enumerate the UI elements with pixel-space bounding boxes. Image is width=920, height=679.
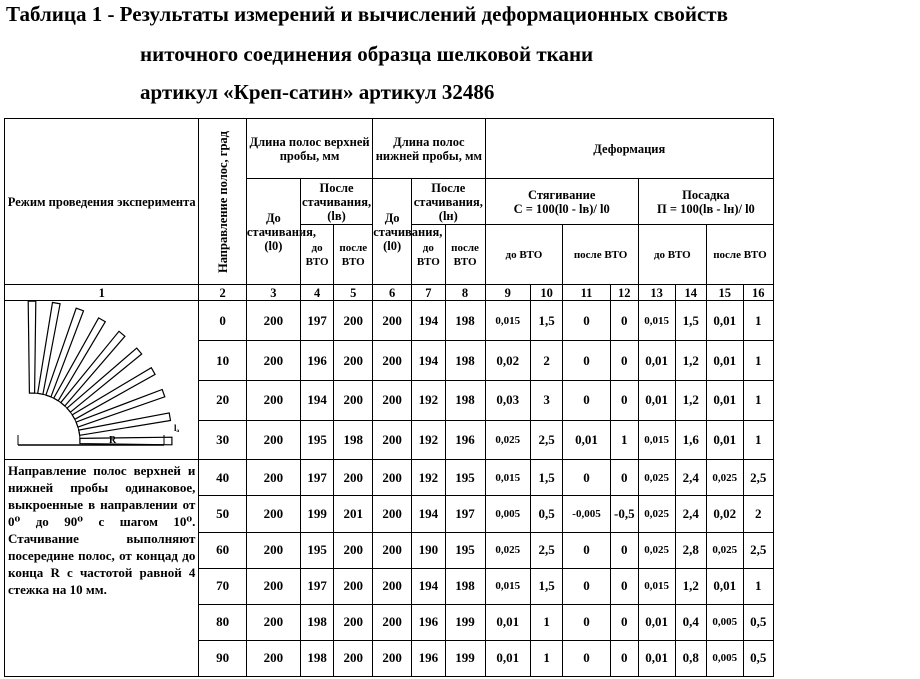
- col-number: 3: [246, 285, 300, 301]
- table-cell: 0: [563, 380, 611, 420]
- table-cell: 1,5: [530, 460, 562, 496]
- table-cell: 30: [199, 420, 247, 460]
- header-styagivanie: Стягивание С = 100(l0 - lв)/ l0: [485, 179, 638, 225]
- table-cell: 0,025: [638, 496, 675, 532]
- table-cell: 3: [530, 380, 562, 420]
- table-cell: 200: [246, 301, 300, 341]
- col-number: 5: [334, 285, 373, 301]
- table-cell: 50: [199, 496, 247, 532]
- table-cell: 2,5: [530, 532, 562, 568]
- table-cell: 200: [334, 301, 373, 341]
- table-cell: 200: [334, 380, 373, 420]
- table-cell: 0: [610, 532, 638, 568]
- table-cell: 0,025: [706, 532, 743, 568]
- table-cell: 0,01: [485, 604, 530, 640]
- table-cell: 194: [412, 568, 445, 604]
- header-lower-posle-vto: после ВТО: [445, 225, 485, 285]
- table-cell: 0,025: [638, 460, 675, 496]
- table-cell: 192: [412, 420, 445, 460]
- table-cell: 2: [530, 341, 562, 381]
- col-number: 9: [485, 285, 530, 301]
- table-cell: 0,01: [638, 341, 675, 381]
- table-cell: 0,025: [485, 420, 530, 460]
- col-number: 13: [638, 285, 675, 301]
- header-styag-posle-vto: после ВТО: [563, 225, 639, 285]
- table-cell: 0: [199, 301, 247, 341]
- table-cell: 200: [246, 341, 300, 381]
- table-cell: 200: [373, 640, 412, 676]
- table-cell: 0: [563, 604, 611, 640]
- header-lower-length: Длина полос нижней пробы, мм: [373, 119, 485, 179]
- table-cell: 0,5: [743, 640, 773, 676]
- table-cell: 0,01: [638, 380, 675, 420]
- table-cell: 200: [246, 532, 300, 568]
- table-cell: 60: [199, 532, 247, 568]
- table-cell: 0,005: [485, 496, 530, 532]
- header-lower-before: До стачивания, (l0): [373, 179, 412, 285]
- header-lower-do-vto: до ВТО: [412, 225, 445, 285]
- table-cell: 200: [246, 380, 300, 420]
- table-cell: 1,5: [530, 301, 562, 341]
- table-cell: 194: [412, 301, 445, 341]
- table-cell: 200: [334, 640, 373, 676]
- header-deformation: Деформация: [485, 119, 773, 179]
- header-upper-length: Длина полос верхней пробы, мм: [246, 119, 372, 179]
- table-cell: 0,01: [706, 380, 743, 420]
- table-cell: 0,01: [638, 604, 675, 640]
- table-cell: 197: [300, 460, 333, 496]
- table-cell: 198: [300, 604, 333, 640]
- table-cell: 80: [199, 604, 247, 640]
- header-direction: Направление полос, град: [199, 119, 247, 285]
- table-cell: 1: [610, 420, 638, 460]
- table-cell: 195: [300, 532, 333, 568]
- table-cell: 196: [412, 604, 445, 640]
- table-cell: 1: [743, 301, 773, 341]
- table-cell: 198: [300, 640, 333, 676]
- table-cell: 0: [563, 568, 611, 604]
- table-title-line1: Таблица 1 - Результаты измерений и вычислений деформационных свойств: [6, 2, 728, 26]
- table-cell: 200: [373, 568, 412, 604]
- table-cell: 200: [246, 460, 300, 496]
- table-cell: 0,01: [638, 640, 675, 676]
- table-cell: 0,015: [485, 568, 530, 604]
- table-cell: 200: [373, 341, 412, 381]
- table-cell: 0: [610, 568, 638, 604]
- header-upper-posle-vto: после ВТО: [334, 225, 373, 285]
- table-cell: 198: [445, 380, 485, 420]
- table-cell: 0,02: [706, 496, 743, 532]
- header-upper-do-vto: до ВТО: [300, 225, 333, 285]
- table-cell: 194: [300, 380, 333, 420]
- col-number: 10: [530, 285, 562, 301]
- table-title-line3: артикул «Креп-сатин» артикул 32486: [140, 80, 495, 104]
- table-cell: 200: [373, 496, 412, 532]
- table-cell: 198: [445, 301, 485, 341]
- table-cell: 197: [300, 568, 333, 604]
- table-cell: 200: [373, 301, 412, 341]
- table-cell: 0: [563, 532, 611, 568]
- table-cell: 2,4: [675, 496, 706, 532]
- table-cell: 70: [199, 568, 247, 604]
- table-cell: 1: [743, 568, 773, 604]
- table-cell: 198: [445, 341, 485, 381]
- table-cell: 200: [373, 532, 412, 568]
- table-cell: 192: [412, 460, 445, 496]
- table-cell: 0: [563, 460, 611, 496]
- table-cell: 200: [334, 532, 373, 568]
- table-cell: 200: [246, 420, 300, 460]
- table-cell: 195: [445, 532, 485, 568]
- col-number: 2: [199, 285, 247, 301]
- table-cell: 0: [563, 301, 611, 341]
- col-number: 7: [412, 285, 445, 301]
- table-cell: 1: [743, 420, 773, 460]
- table-cell: 0,5: [743, 604, 773, 640]
- col-number: 8: [445, 285, 485, 301]
- header-posadka-posle-vto: после ВТО: [706, 225, 773, 285]
- table-cell: 200: [373, 380, 412, 420]
- experiment-description: Направление полос верхней и нижней пробы одинаковое, выкроенные в направлении от 0⁰ до 90⁰ с шагом 10⁰. Стачивание выполняют посередине полос, от концад до конца R с частотой равной 4 стежка на 10 мм.: [5, 460, 199, 677]
- header-styag-do-vto: до ВТО: [485, 225, 563, 285]
- table-cell: 197: [300, 301, 333, 341]
- table-cell: 0,01: [485, 640, 530, 676]
- table-cell: 2,5: [743, 460, 773, 496]
- table-cell: 90: [199, 640, 247, 676]
- table-cell: 199: [445, 604, 485, 640]
- table-cell: 1: [530, 604, 562, 640]
- table-cell: 0,015: [638, 568, 675, 604]
- table-cell: 0,01: [706, 341, 743, 381]
- table-cell: 0,025: [638, 532, 675, 568]
- svg-text:lₐ: lₐ: [173, 423, 179, 434]
- table-cell: 10: [199, 341, 247, 381]
- col-number: 11: [563, 285, 611, 301]
- table-cell: 190: [412, 532, 445, 568]
- table-cell: 0: [610, 380, 638, 420]
- table-cell: 1: [743, 380, 773, 420]
- header-mode: Режим проведения эксперимента: [5, 119, 199, 285]
- table-cell: 0,005: [706, 640, 743, 676]
- table-cell: 200: [373, 604, 412, 640]
- table-cell: 2: [743, 496, 773, 532]
- table-cell: 200: [373, 460, 412, 496]
- table-cell: -0,005: [563, 496, 611, 532]
- table-cell: 201: [334, 496, 373, 532]
- table-title-line2: ниточного соединения образца шелковой ткани: [140, 42, 594, 66]
- table-cell: 0: [563, 341, 611, 381]
- table-cell: 196: [300, 341, 333, 381]
- header-lower-after: После стачивания, (lн): [412, 179, 485, 225]
- table-cell: 2,4: [675, 460, 706, 496]
- table-cell: 1: [530, 640, 562, 676]
- table-cell: 40: [199, 460, 247, 496]
- table-row: [5, 301, 774, 341]
- header-posadka-do-vto: до ВТО: [638, 225, 706, 285]
- table-cell: 194: [412, 496, 445, 532]
- table-cell: 0,01: [706, 420, 743, 460]
- table-cell: 1,5: [675, 301, 706, 341]
- table-cell: -0,5: [610, 496, 638, 532]
- table-cell: 195: [300, 420, 333, 460]
- table-cell: 200: [373, 420, 412, 460]
- table-cell: 0,01: [706, 568, 743, 604]
- table-cell: 0: [610, 604, 638, 640]
- table-cell: 1,2: [675, 341, 706, 381]
- table-cell: 0,015: [485, 460, 530, 496]
- table-cell: 200: [334, 568, 373, 604]
- col-number: 16: [743, 285, 773, 301]
- table-cell: 0,025: [485, 532, 530, 568]
- table-cell: 196: [445, 420, 485, 460]
- table-cell: 20: [199, 380, 247, 420]
- table-cell: 0,01: [563, 420, 611, 460]
- table-cell: 195: [445, 460, 485, 496]
- results-table: [4, 118, 774, 677]
- table-cell: 200: [334, 604, 373, 640]
- col-number: 15: [706, 285, 743, 301]
- table-cell: 0,01: [706, 301, 743, 341]
- header-upper-before: До стачивания, (l0): [246, 179, 300, 285]
- col-number: 6: [373, 285, 412, 301]
- table-cell: 1: [743, 341, 773, 381]
- table-cell: 0: [610, 640, 638, 676]
- table-cell: 192: [412, 380, 445, 420]
- table-cell: 0: [610, 341, 638, 381]
- table-cell: 0,8: [675, 640, 706, 676]
- table-cell: 1,2: [675, 568, 706, 604]
- header-posadka: Посадка П = 100(lв - lн)/ l0: [638, 179, 773, 225]
- table-cell: 198: [445, 568, 485, 604]
- col-number: 14: [675, 285, 706, 301]
- table-cell: 0: [610, 301, 638, 341]
- table-cell: 194: [412, 341, 445, 381]
- table-cell: 0,02: [485, 341, 530, 381]
- table-cell: 1,6: [675, 420, 706, 460]
- table-cell: 2,5: [743, 532, 773, 568]
- col-number: 12: [610, 285, 638, 301]
- table-cell: 0,015: [638, 420, 675, 460]
- table-cell: 0,015: [638, 301, 675, 341]
- table-cell: 2,5: [530, 420, 562, 460]
- table-cell: 200: [246, 604, 300, 640]
- table-cell: 2,8: [675, 532, 706, 568]
- table-cell: 0,03: [485, 380, 530, 420]
- table-cell: 0: [563, 640, 611, 676]
- table-cell: 200: [334, 460, 373, 496]
- col-number: 1: [5, 285, 199, 301]
- col-number: 4: [300, 285, 333, 301]
- svg-text:R: R: [108, 435, 116, 447]
- header-upper-after: После стачивания, (lв): [300, 179, 372, 225]
- table-cell: 200: [246, 496, 300, 532]
- table-row: [5, 460, 774, 496]
- table-cell: 0,4: [675, 604, 706, 640]
- sample-figure: [5, 301, 199, 460]
- table-cell: 197: [445, 496, 485, 532]
- table-cell: 200: [246, 640, 300, 676]
- table-cell: 0: [610, 460, 638, 496]
- table-cell: 196: [412, 640, 445, 676]
- table-cell: 199: [445, 640, 485, 676]
- table-cell: 0,025: [706, 460, 743, 496]
- table-cell: 198: [334, 420, 373, 460]
- table-cell: 0,5: [530, 496, 562, 532]
- table-cell: 1,5: [530, 568, 562, 604]
- table-cell: 1,2: [675, 380, 706, 420]
- table-cell: 0,015: [485, 301, 530, 341]
- table-cell: 199: [300, 496, 333, 532]
- table-cell: 0,005: [706, 604, 743, 640]
- table-cell: 200: [334, 341, 373, 381]
- table-cell: 200: [246, 568, 300, 604]
